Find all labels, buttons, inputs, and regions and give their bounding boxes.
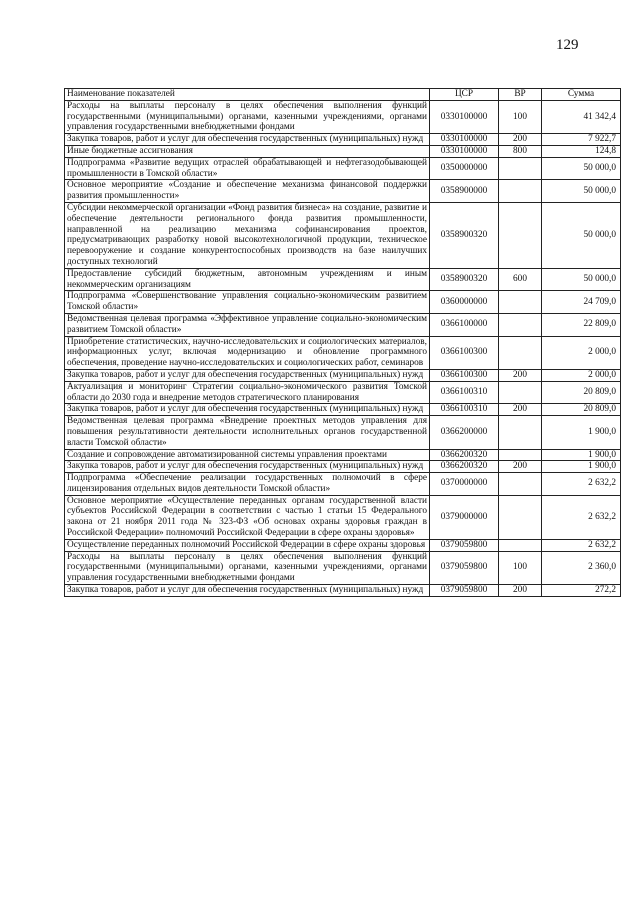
row-sum-cell: 7 922,7 [542, 134, 621, 146]
row-csr-cell: 0330100000 [430, 134, 499, 146]
row-vr-cell: 800 [499, 145, 542, 157]
row-csr-cell: 0366100310 [430, 381, 499, 404]
row-vr-cell [499, 449, 542, 461]
row-csr-cell: 0330100000 [430, 100, 499, 133]
row-sum-cell: 2 632,2 [542, 539, 621, 551]
row-vr-cell [499, 539, 542, 551]
row-vr-cell: 200 [499, 134, 542, 146]
row-sum-cell: 1 900,0 [542, 461, 621, 473]
header-sum: Сумма [542, 89, 621, 101]
row-csr-cell: 0366100300 [430, 369, 499, 381]
row-csr-cell: 0370000000 [430, 473, 499, 496]
row-vr-cell: 200 [499, 461, 542, 473]
row-name-cell: Подпрограмма «Совершенствование управления социально-экономическим развитием Томской области» [65, 291, 430, 314]
row-name-cell: Расходы на выплаты персоналу в целях обеспечения выполнения функций государственными (муниципальными) органами, казенными учреждениями, органами управления государственными внебюджетными фондами [65, 100, 430, 133]
row-vr-cell [499, 381, 542, 404]
row-vr-cell [499, 473, 542, 496]
table-row [65, 145, 621, 157]
row-sum-cell: 2 360,0 [542, 551, 621, 584]
row-vr-cell [499, 336, 542, 369]
header-csr: ЦСР [430, 89, 499, 101]
row-name-cell: Расходы на выплаты персоналу в целях обеспечения выполнения функций государственными (муниципальными) органами, казенными учреждениями, органами управления государственными внебюджетными фондами [65, 551, 430, 584]
row-csr-cell: 0366100310 [430, 404, 499, 416]
row-name-cell: Иные бюджетные ассигнования [65, 145, 430, 157]
row-vr-cell: 100 [499, 551, 542, 584]
table-row [65, 157, 621, 180]
row-csr-cell: 0330100000 [430, 145, 499, 157]
row-name-cell: Основное мероприятие «Создание и обеспечение механизма финансовой поддержки развития промышленности» [65, 180, 430, 203]
row-vr-cell [499, 291, 542, 314]
row-sum-cell: 22 809,0 [542, 313, 621, 336]
row-sum-cell: 1 900,0 [542, 449, 621, 461]
row-sum-cell: 20 809,0 [542, 404, 621, 416]
row-csr-cell: 0366100300 [430, 336, 499, 369]
row-sum-cell: 1 900,0 [542, 416, 621, 449]
row-sum-cell: 124,8 [542, 145, 621, 157]
table-row [65, 539, 621, 551]
row-name-cell: Закупка товаров, работ и услуг для обеспечения государственных (муниципальных) нужд [65, 404, 430, 416]
row-vr-cell [499, 495, 542, 539]
row-csr-cell: 0350000000 [430, 157, 499, 180]
row-sum-cell: 50 000,0 [542, 202, 621, 268]
row-csr-cell: 0379059800 [430, 585, 499, 597]
table-row [65, 313, 621, 336]
row-sum-cell: 2 000,0 [542, 369, 621, 381]
row-name-cell: Закупка товаров, работ и услуг для обеспечения государственных (муниципальных) нужд [65, 585, 430, 597]
row-name-cell: Предоставление субсидий бюджетным, автономным учреждениям и иным некоммерческим организациям [65, 268, 430, 291]
header-name: Наименование показателей [65, 89, 430, 101]
row-vr-cell [499, 180, 542, 203]
row-csr-cell: 0366200000 [430, 416, 499, 449]
table-row [65, 381, 621, 404]
table-row [65, 585, 621, 597]
table-header-row [65, 89, 621, 101]
page-number: 129 [556, 37, 579, 53]
row-vr-cell: 200 [499, 404, 542, 416]
table-row [65, 551, 621, 584]
table-row [65, 134, 621, 146]
row-vr-cell: 100 [499, 100, 542, 133]
row-sum-cell: 50 000,0 [542, 157, 621, 180]
row-vr-cell: 200 [499, 585, 542, 597]
row-csr-cell: 0358900320 [430, 202, 499, 268]
row-sum-cell: 2 632,2 [542, 473, 621, 496]
row-vr-cell [499, 416, 542, 449]
row-name-cell: Основное мероприятие «Осуществление переданных органам государственной власти субъектов Российской Федерации в соответствии с частью 1 статьи 15 Федерального закона от 21 ноября 2011 года № 323-ФЗ «Об основах охраны здоровья граждан в Российской Федерации» полномочий Российской Федерации в сфере охраны здоровья» [65, 495, 430, 539]
budget-table [64, 88, 621, 597]
row-sum-cell: 2 632,2 [542, 495, 621, 539]
row-sum-cell: 24 709,0 [542, 291, 621, 314]
table-row [65, 461, 621, 473]
row-csr-cell: 0366100000 [430, 313, 499, 336]
table-body [65, 100, 621, 596]
row-name-cell: Подпрограмма «Развитие ведущих отраслей обрабатывающей и нефтегазодобывающей промышленности в Томской области» [65, 157, 430, 180]
row-name-cell: Закупка товаров, работ и услуг для обеспечения государственных (муниципальных) нужд [65, 461, 430, 473]
row-name-cell: Закупка товаров, работ и услуг для обеспечения государственных (муниципальных) нужд [65, 369, 430, 381]
table-row [65, 291, 621, 314]
table-row [65, 100, 621, 133]
row-vr-cell [499, 202, 542, 268]
row-csr-cell: 0379000000 [430, 495, 499, 539]
row-name-cell: Субсидии некоммерческой организации «Фонд развития бизнеса» на создание, развитие и обеспечение деятельности регионального фонда развития промышленности, направленной на реализацию механизма софинансирования проектов, предусматривающих разработку новой высокотехнологичной продукции, техническое перевооружение и создание конкурентоспособных производств на базе наилучших доступных технологий [65, 202, 430, 268]
table-row [65, 495, 621, 539]
table-row [65, 369, 621, 381]
row-name-cell: Создание и сопровождение автоматизированной системы управления проектами [65, 449, 430, 461]
row-name-cell: Ведомственная целевая программа «Внедрение проектных методов управления для повышения результативности деятельности исполнительных органов государственной власти Томской области» [65, 416, 430, 449]
row-vr-cell: 600 [499, 268, 542, 291]
table-row [65, 473, 621, 496]
row-sum-cell: 50 000,0 [542, 268, 621, 291]
table-row [65, 416, 621, 449]
row-csr-cell: 0366200320 [430, 461, 499, 473]
row-csr-cell: 0360000000 [430, 291, 499, 314]
row-name-cell: Ведомственная целевая программа «Эффективное управление социально-экономическим развитием Томской области» [65, 313, 430, 336]
row-csr-cell: 0379059800 [430, 539, 499, 551]
row-sum-cell: 2 000,0 [542, 336, 621, 369]
row-csr-cell: 0358900000 [430, 180, 499, 203]
row-name-cell: Актуализация и мониторинг Стратегии социально-экономического развития Томской области до 2030 года и внедрение методов стратегического планирования [65, 381, 430, 404]
table-row [65, 336, 621, 369]
table-row [65, 449, 621, 461]
table-row [65, 202, 621, 268]
row-csr-cell: 0358900320 [430, 268, 499, 291]
header-vr: ВР [499, 89, 542, 101]
row-csr-cell: 0379059800 [430, 551, 499, 584]
row-csr-cell: 0366200320 [430, 449, 499, 461]
row-name-cell: Закупка товаров, работ и услуг для обеспечения государственных (муниципальных) нужд [65, 134, 430, 146]
table-row [65, 268, 621, 291]
row-name-cell: Подпрограмма «Обеспечение реализации государственных полномочий в сфере лицензирования отдельных видов деятельности Томской области» [65, 473, 430, 496]
row-vr-cell [499, 313, 542, 336]
table-row [65, 404, 621, 416]
row-name-cell: Осуществление переданных полномочий Российской Федерации в сфере охраны здоровья [65, 539, 430, 551]
table-row [65, 180, 621, 203]
row-vr-cell: 200 [499, 369, 542, 381]
row-name-cell: Приобретение статистических, научно-исследовательских и социологических материалов, информационных услуг, включая модернизацию и обновление программного обеспечения, проведение научно-исследовательских и социологических работ, семинаров [65, 336, 430, 369]
row-vr-cell [499, 157, 542, 180]
row-sum-cell: 50 000,0 [542, 180, 621, 203]
row-sum-cell: 272,2 [542, 585, 621, 597]
row-sum-cell: 20 809,0 [542, 381, 621, 404]
row-sum-cell: 41 342,4 [542, 100, 621, 133]
